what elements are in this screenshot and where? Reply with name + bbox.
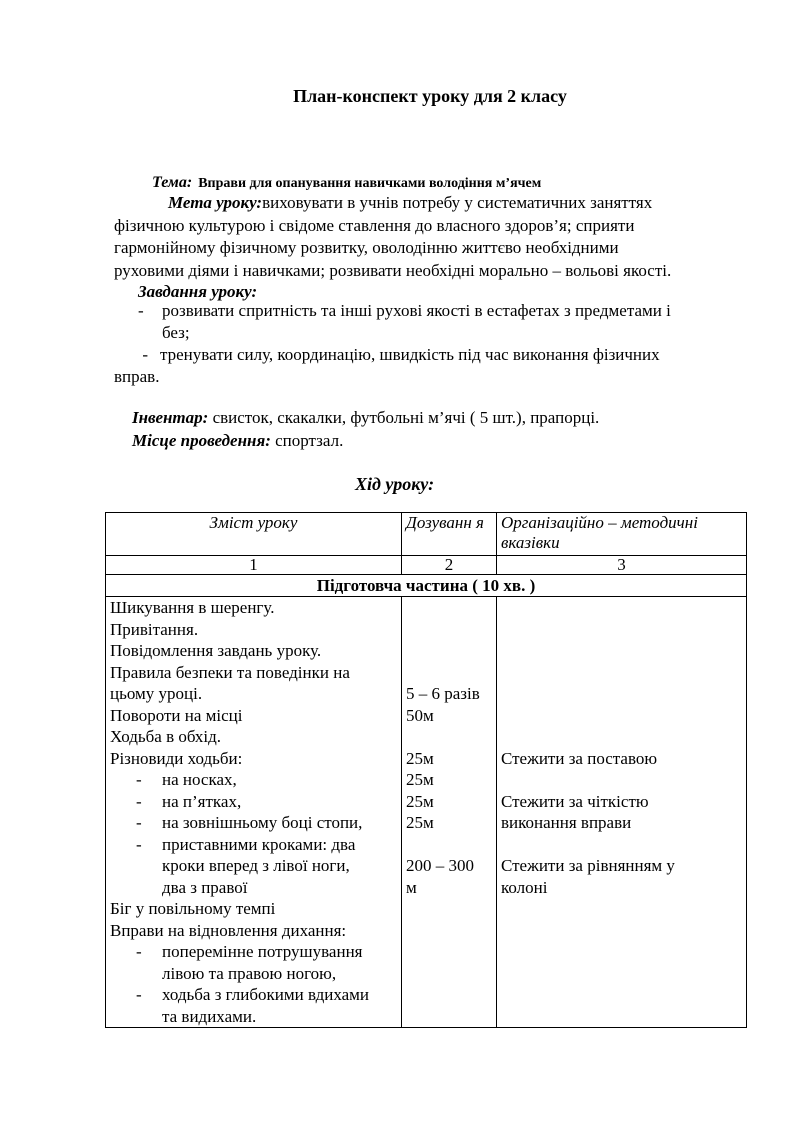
- dash-bullet: -: [142, 345, 148, 364]
- task-2-line-2: вправ.: [114, 367, 160, 386]
- dash-bullet: -: [138, 301, 144, 320]
- content-line: кроки вперед з лівої ноги,: [162, 856, 350, 875]
- content-cell: [106, 597, 402, 1028]
- header-content: Зміст уроку: [106, 513, 402, 556]
- content-line: два з правої: [162, 877, 248, 897]
- task-2-line-1: тренувати силу, координацію, швидкість під час виконання фізичних: [160, 345, 660, 364]
- instruction-text: Стежити за поставою: [501, 748, 658, 768]
- dosage-value: м: [406, 877, 417, 897]
- lesson-heading: Хід уроку:: [355, 474, 435, 494]
- content-line: Правила безпеки та поведінки на: [110, 662, 350, 682]
- content-list-item: - на носках,: [136, 770, 237, 789]
- dosage-value: 25м: [406, 813, 434, 832]
- content-line: та видихами.: [162, 1006, 257, 1026]
- goal-line-2: фізичною культурою і свідоме ставлення до власного здоров’я; сприяти: [114, 215, 635, 235]
- task-item-2: [114, 344, 744, 388]
- content-line: Повідомлення завдань уроку.: [110, 641, 322, 660]
- tasks-label: Завдання уроку:: [138, 282, 258, 301]
- column-number: 3: [497, 556, 747, 575]
- topic-label: Тема:: [152, 174, 193, 191]
- header-dosage: Дозуванн я: [402, 513, 497, 556]
- dosage-value: 25м: [406, 748, 434, 768]
- lesson-goal: [114, 192, 764, 282]
- dosage-value: 5 – 6 разів: [406, 684, 480, 703]
- inventory-line: [132, 408, 599, 428]
- goal-line-4: руховими діями і навичками; розвивати необхідні морально – вольові якості.: [114, 260, 672, 280]
- task-item-1: [138, 300, 738, 344]
- content-line: Привітання.: [110, 619, 199, 639]
- content-line: Ходьба в обхід.: [110, 727, 221, 746]
- place-label: Місце проведення:: [132, 431, 271, 450]
- content-list-item: - приставними кроками: два: [136, 834, 356, 854]
- content-line: цьому уроці.: [110, 684, 203, 703]
- dosage-cell: [402, 597, 497, 1028]
- document-title: План-конспект уроку для 2 класу: [293, 86, 567, 106]
- header-instructions: Організаційно – методичні вказівки: [497, 513, 747, 556]
- table-header-row: [106, 513, 747, 556]
- goal-line-3: гармонійному фізичному розвитку, оволодінню життєво необхідними: [114, 238, 619, 257]
- topic-text: Вправи для опанування навичками володіння м’ячем: [198, 176, 542, 191]
- section-row: [106, 575, 747, 597]
- dosage-value: 25м: [406, 791, 434, 811]
- column-number: 1: [106, 556, 402, 575]
- content-line: лівою та правою ногою,: [162, 963, 337, 983]
- content-list-item: - ходьба з глибокими вдихами: [136, 985, 370, 1004]
- dosage-value: 50м: [406, 705, 434, 725]
- goal-label: Мета уроку:: [168, 193, 263, 212]
- task-1-line-2: без;: [162, 323, 190, 342]
- goal-text-1: виховувати в учнів потребу у систематичних заняттях: [262, 193, 653, 212]
- inventory-label: Інвентар:: [132, 408, 209, 427]
- table-body-row: [106, 597, 747, 1028]
- table-number-row: [106, 556, 747, 575]
- dosage-value: 25м: [406, 770, 434, 789]
- content-line: Різновиди ходьби:: [110, 748, 243, 768]
- content-line: Біг у повільному темпі: [110, 899, 276, 918]
- content-line: Вправи на відновлення дихання:: [110, 920, 347, 940]
- place-line: [132, 431, 343, 451]
- instructions-cell: [497, 597, 747, 1028]
- column-number: 2: [402, 556, 497, 575]
- content-list-item: - на п’ятках,: [136, 791, 242, 811]
- topic-line: [152, 174, 541, 192]
- instruction-text: Стежити за чіткістю: [501, 791, 649, 811]
- instruction-text: колоні: [501, 877, 548, 897]
- section-title: Підготовча частина ( 10 хв. ): [106, 575, 747, 597]
- content-line: Шикування в шеренгу.: [110, 598, 275, 617]
- task-1-line-1: розвивати спритність та інші рухові якості в естафетах з предметами і: [162, 301, 671, 320]
- content-list-item: - на зовнішньому боці стопи,: [136, 813, 363, 832]
- content-line: Повороти на місці: [110, 705, 243, 725]
- lesson-table: [105, 512, 747, 1028]
- dosage-value: 200 – 300: [406, 856, 474, 875]
- place-text: спортзал.: [270, 431, 344, 450]
- instruction-text: Стежити за рівнянням у: [501, 856, 675, 875]
- inventory-text: свисток, скакалки, футбольні м’ячі ( 5 шт.), прапорці.: [208, 408, 600, 427]
- content-list-item: - поперемінне потрушування: [136, 942, 363, 961]
- instruction-text: виконання вправи: [501, 813, 632, 832]
- goal-line-1: [114, 192, 764, 215]
